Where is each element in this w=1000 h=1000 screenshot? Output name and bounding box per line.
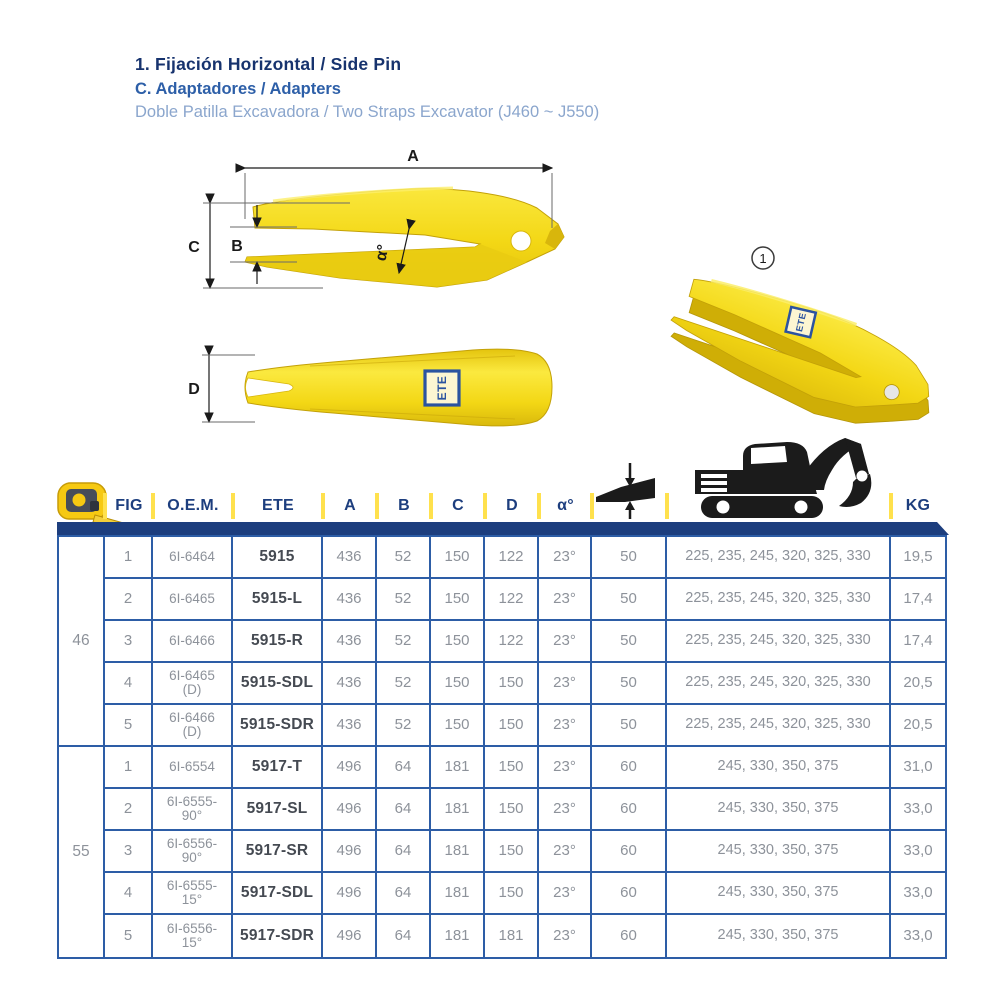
cell-alpha: 23°: [539, 663, 592, 705]
cell-kg: 31,0: [891, 747, 945, 789]
adapter-top-silhouette: [245, 349, 552, 426]
cell-a: 496: [323, 915, 377, 957]
yellow-separator: [889, 493, 893, 519]
header-kg: [891, 490, 945, 522]
cell-blade: 60: [592, 789, 667, 831]
cell-c: 150: [431, 579, 485, 621]
cell-b: 64: [377, 789, 431, 831]
header-a: [323, 490, 377, 522]
header-b: [377, 490, 431, 522]
cell-c: 150: [431, 663, 485, 705]
cell-c: 181: [431, 831, 485, 873]
cell-fig: 4: [105, 663, 153, 705]
cell-fig: 2: [105, 579, 153, 621]
cell-machines: 225, 235, 245, 320, 325, 330: [667, 537, 891, 579]
cell-c: 150: [431, 705, 485, 747]
cell-machines: 225, 235, 245, 320, 325, 330: [667, 621, 891, 663]
cell-a: 496: [323, 873, 377, 915]
dim-label-d: D: [188, 381, 200, 398]
header-alpha-label: α°: [557, 497, 574, 514]
cell-ete: 5917-SDL: [233, 873, 323, 915]
yellow-separator: [321, 493, 325, 519]
cell-b: 52: [377, 663, 431, 705]
title-category: C. Adaptadores / Adapters: [135, 80, 341, 98]
cell-b: 64: [377, 915, 431, 957]
cell-ete: 5915-SDR: [233, 705, 323, 747]
adapter-iso-view-drawing: [605, 240, 925, 435]
cell-b: 52: [377, 537, 431, 579]
cell-kg: 33,0: [891, 873, 945, 915]
cell-fig: 4: [105, 873, 153, 915]
header-oem: [153, 490, 233, 522]
cell-blade: 60: [592, 915, 667, 957]
cell-c: 181: [431, 915, 485, 957]
cell-fig: 3: [105, 621, 153, 663]
cell-oem: 6I-6466 (D): [153, 705, 233, 747]
cell-machines: 245, 330, 350, 375: [667, 873, 891, 915]
header-a-label: A: [344, 497, 356, 514]
cell-blade: 50: [592, 579, 667, 621]
dim-label-c: C: [188, 239, 200, 256]
cell-machines: 245, 330, 350, 375: [667, 831, 891, 873]
spec-table: [57, 490, 947, 959]
cell-c: 150: [431, 537, 485, 579]
cell-fig: 2: [105, 789, 153, 831]
header-blade: [592, 490, 667, 522]
cell-d: 150: [485, 789, 539, 831]
cell-fig: 5: [105, 915, 153, 957]
adapter-top-view-drawing: [185, 335, 570, 440]
header-alpha: [539, 490, 592, 522]
cell-machines: 225, 235, 245, 320, 325, 330: [667, 705, 891, 747]
cell-blade: 50: [592, 663, 667, 705]
cell-oem: 6I-6466: [153, 621, 233, 663]
page-title-block: [135, 54, 599, 122]
cell-blade: 50: [592, 621, 667, 663]
cell-d: 150: [485, 705, 539, 747]
yellow-separator: [537, 493, 541, 519]
cell-ete: 5915-SDL: [233, 663, 323, 705]
cell-b: 64: [377, 747, 431, 789]
yellow-separator: [483, 493, 487, 519]
table-header-row: [57, 490, 947, 522]
cell-c: 181: [431, 747, 485, 789]
cell-fig: 5: [105, 705, 153, 747]
cell-fig: 1: [105, 537, 153, 579]
cell-alpha: 23°: [539, 831, 592, 873]
yellow-separator: [665, 493, 669, 519]
title-subcategory: Doble Patilla Excavadora / Two Straps Excavator (J460 ~ J550): [135, 103, 600, 121]
cell-a: 436: [323, 579, 377, 621]
cell-oem: 6I-6465: [153, 579, 233, 621]
cell-kg: 33,0: [891, 789, 945, 831]
header-fig-label: FIG: [115, 497, 143, 514]
header-ete-label: ETE: [261, 497, 295, 514]
header-c: [431, 490, 485, 522]
header-kg-label: KG: [905, 497, 931, 514]
cell-d: 150: [485, 663, 539, 705]
header-oem-label: O.E.M.: [167, 497, 219, 514]
dim-label-alpha: α°: [372, 243, 393, 263]
header-divider-bar: [57, 522, 949, 535]
ete-logo-text: ETE: [794, 311, 809, 333]
cell-oem: 6I-6556- 90°: [153, 831, 233, 873]
cell-a: 436: [323, 537, 377, 579]
cell-ete: 5917-T: [233, 747, 323, 789]
cell-blade: 60: [592, 747, 667, 789]
cell-kg: 33,0: [891, 831, 945, 873]
cell-ete: 5915: [233, 537, 323, 579]
header-ete: [233, 490, 323, 522]
cell-ete: 5917-SL: [233, 789, 323, 831]
cell-machines: 245, 330, 350, 375: [667, 747, 891, 789]
cell-kg: 20,5: [891, 705, 945, 747]
cell-kg: 17,4: [891, 621, 945, 663]
header-d-label: D: [506, 497, 518, 514]
excavator-icon: [685, 436, 873, 520]
cell-alpha: 23°: [539, 621, 592, 663]
cell-d: 150: [485, 873, 539, 915]
yellow-separator: [375, 493, 379, 519]
cell-c: 181: [431, 873, 485, 915]
group-size-cell: 46: [59, 537, 105, 747]
cell-alpha: 23°: [539, 537, 592, 579]
cell-machines: 225, 235, 245, 320, 325, 330: [667, 579, 891, 621]
cell-fig: 1: [105, 747, 153, 789]
dim-label-b: B: [231, 238, 243, 255]
cell-ete: 5915-L: [233, 579, 323, 621]
cell-alpha: 23°: [539, 705, 592, 747]
cell-oem: 6I-6555- 90°: [153, 789, 233, 831]
cell-d: 122: [485, 621, 539, 663]
cell-oem: 6I-6556- 15°: [153, 915, 233, 957]
cell-fig: 3: [105, 831, 153, 873]
header-machines: [667, 490, 891, 522]
cell-d: 122: [485, 537, 539, 579]
cell-a: 436: [323, 663, 377, 705]
adapter-side-view-drawing: [185, 145, 570, 315]
cell-blade: 60: [592, 831, 667, 873]
cell-d: 150: [485, 747, 539, 789]
cell-kg: 20,5: [891, 663, 945, 705]
cell-b: 52: [377, 579, 431, 621]
cell-alpha: 23°: [539, 789, 592, 831]
cell-b: 64: [377, 873, 431, 915]
cell-oem: 6I-6555- 15°: [153, 873, 233, 915]
cell-alpha: 23°: [539, 579, 592, 621]
cell-b: 64: [377, 831, 431, 873]
cell-alpha: 23°: [539, 747, 592, 789]
cell-blade: 50: [592, 537, 667, 579]
yellow-separator: [231, 493, 235, 519]
cell-ete: 5915-R: [233, 621, 323, 663]
cell-kg: 17,4: [891, 579, 945, 621]
cell-machines: 245, 330, 350, 375: [667, 789, 891, 831]
cell-d: 150: [485, 831, 539, 873]
adapter-iso-silhouette: [658, 262, 949, 452]
yellow-separator: [151, 493, 155, 519]
cell-machines: 245, 330, 350, 375: [667, 915, 891, 957]
cell-kg: 19,5: [891, 537, 945, 579]
cell-b: 52: [377, 705, 431, 747]
cell-a: 496: [323, 831, 377, 873]
cell-oem: 6I-6465 (D): [153, 663, 233, 705]
group-size-cell: 55: [59, 747, 105, 957]
cell-a: 496: [323, 747, 377, 789]
cell-d: 181: [485, 915, 539, 957]
dim-label-a: A: [407, 148, 419, 165]
cell-ete: 5917-SDR: [233, 915, 323, 957]
blade-thickness-icon: [595, 463, 665, 519]
cell-machines: 225, 235, 245, 320, 325, 330: [667, 663, 891, 705]
cell-c: 181: [431, 789, 485, 831]
ete-logo: [425, 371, 459, 405]
table-body: [57, 535, 947, 959]
header-b-label: B: [398, 497, 410, 514]
cell-blade: 60: [592, 873, 667, 915]
cell-kg: 33,0: [903, 927, 933, 945]
cell-alpha: 23°: [539, 915, 592, 957]
cell-alpha: 23°: [539, 873, 592, 915]
cell-a: 436: [323, 621, 377, 663]
header-c-label: C: [452, 497, 464, 514]
cell-d: 122: [485, 579, 539, 621]
figure-marker-text: 1: [759, 251, 767, 266]
cell-oem: 6I-6554: [153, 747, 233, 789]
figure-marker-1: [752, 247, 774, 269]
ete-logo-text: ETE: [435, 375, 449, 401]
yellow-separator: [590, 493, 594, 519]
yellow-separator: [429, 493, 433, 519]
cell-ete: 5917-SR: [233, 831, 323, 873]
title-section: 1. Fijación Horizontal / Side Pin: [135, 54, 402, 74]
pin-hole: [511, 231, 531, 251]
cell-oem: 6I-6464: [153, 537, 233, 579]
header-fig: [105, 490, 153, 522]
cell-b: 52: [377, 621, 431, 663]
cell-a: 496: [323, 789, 377, 831]
cell-c: 150: [431, 621, 485, 663]
cell-blade: 50: [592, 705, 667, 747]
header-d: [485, 490, 539, 522]
cell-a: 436: [323, 705, 377, 747]
yellow-separator: [103, 493, 107, 519]
header-group: [59, 490, 105, 522]
